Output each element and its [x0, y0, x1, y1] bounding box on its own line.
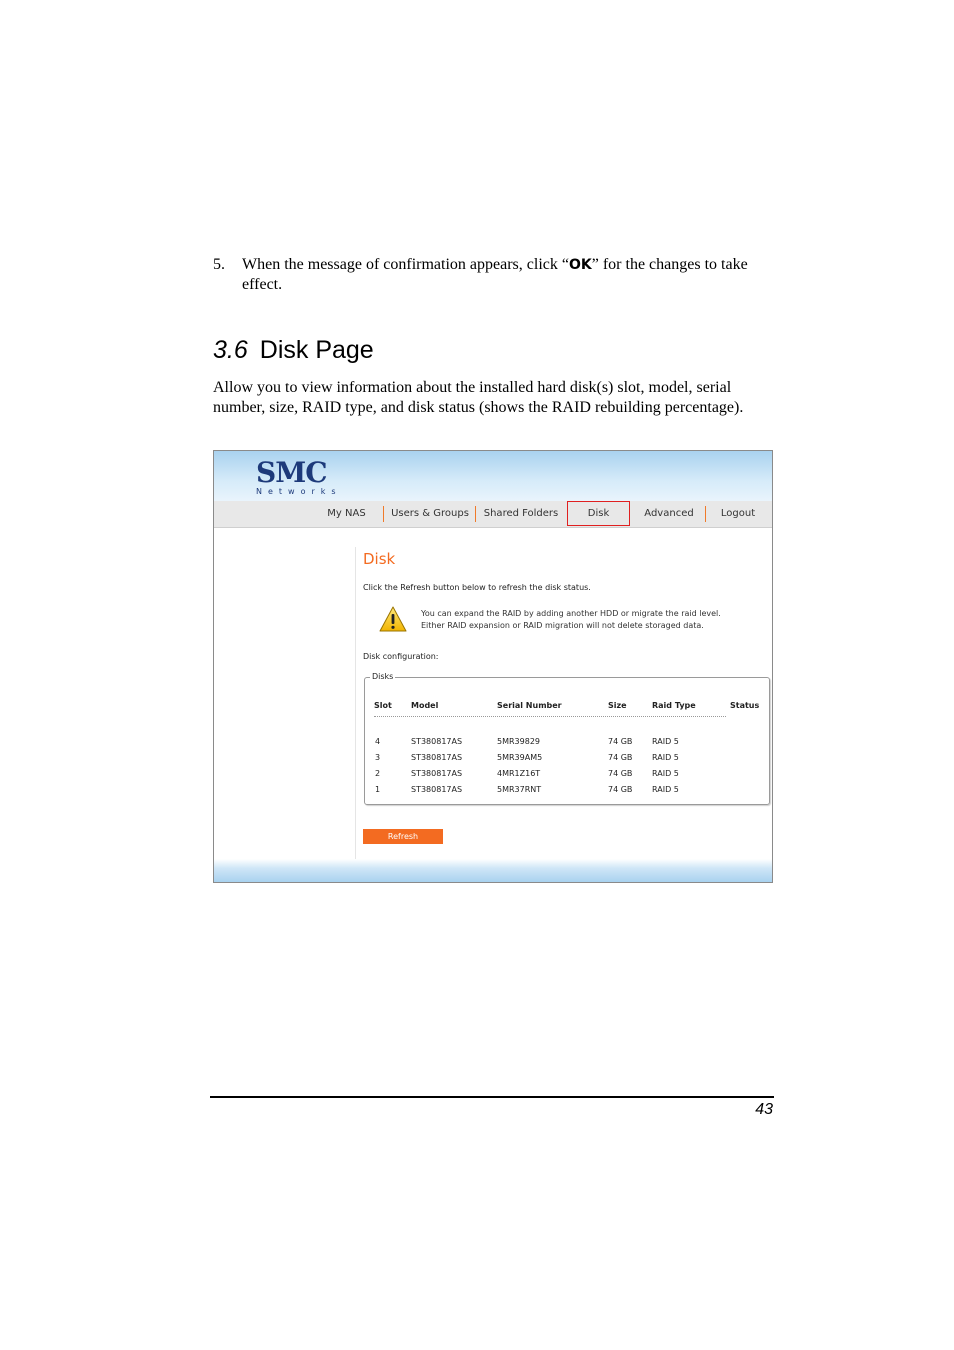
disks-legend: Disks — [372, 672, 394, 681]
disk-page-screenshot — [213, 450, 773, 883]
warning-message — [421, 608, 721, 632]
refresh-hint: Click the Refresh button below to refresh the disk status. — [363, 583, 591, 592]
cell-raid-type: RAID 5 — [652, 785, 679, 794]
cell-slot: 1 — [375, 785, 381, 794]
cell-model: ST380817AS — [411, 737, 463, 746]
cell-serial: 5MR39AM5 — [497, 753, 543, 762]
intro-paragraph: Allow you to view information about the installed hard disk(s) slot, model, serial number, size, RAID type, and disk status (shows the RAID rebuilding percentage). — [213, 379, 744, 416]
logo-brand: SMC — [256, 456, 327, 489]
logo-subtitle: Networks — [256, 487, 342, 496]
cell-model: ST380817AS — [411, 753, 463, 762]
cell-size: 74 GB — [608, 785, 633, 794]
cell-raid-type: RAID 5 — [652, 737, 679, 746]
header-rule — [374, 716, 726, 717]
nav-separator — [705, 506, 706, 522]
top-nav — [214, 501, 772, 528]
nav-logout[interactable]: Logout — [720, 508, 756, 519]
screenshot-header — [214, 451, 772, 501]
page-number: 43 — [755, 1101, 773, 1118]
column-header-raid-type: Raid Type — [652, 701, 696, 710]
content-divider — [355, 547, 356, 859]
cell-model: ST380817AS — [411, 769, 463, 778]
section-heading — [213, 334, 374, 366]
cell-slot: 4 — [375, 737, 381, 746]
cell-serial: 4MR1Z16T — [497, 769, 541, 778]
disk-configuration-label: Disk configuration: — [363, 652, 439, 661]
nav-shared-folders[interactable]: Shared Folders — [483, 508, 559, 519]
column-header-size: Size — [608, 701, 627, 710]
step-text — [242, 255, 772, 295]
ok-label: OK — [568, 257, 592, 273]
step-text-after: ” for the changes to take effect. — [242, 256, 748, 293]
step-text-before: When the message of confirmation appears, click “ — [242, 256, 569, 273]
cell-size: 74 GB — [608, 769, 633, 778]
screenshot-footer — [214, 859, 772, 882]
cell-serial: 5MR37RNT — [497, 785, 542, 794]
refresh-button[interactable]: Refresh — [363, 829, 443, 844]
warning-line: Either RAID expansion or RAID migration will not delete storaged data. — [421, 621, 704, 630]
column-header-status: Status — [730, 701, 760, 710]
nav-separator — [475, 506, 476, 522]
cell-model: ST380817AS — [411, 785, 463, 794]
warning-line: You can expand the RAID by adding another HDD or migrate the raid level. — [421, 609, 721, 618]
nav-users-groups[interactable]: Users & Groups — [391, 508, 469, 519]
nav-disk[interactable]: Disk — [587, 508, 610, 519]
smc-logo — [256, 456, 342, 499]
cell-raid-type: RAID 5 — [652, 753, 679, 762]
cell-size: 74 GB — [608, 737, 633, 746]
step-number: 5. — [213, 256, 225, 273]
warning-triangle-icon — [379, 606, 407, 632]
disk-title: Disk — [363, 550, 396, 568]
cell-raid-type: RAID 5 — [652, 769, 679, 778]
column-header-serial: Serial Number — [497, 701, 562, 710]
cell-serial: 5MR39829 — [497, 737, 540, 746]
nav-advanced[interactable]: Advanced — [644, 508, 694, 519]
column-header-model: Model — [411, 701, 439, 710]
column-header-slot: Slot — [374, 701, 392, 710]
section-number: 3.6 — [213, 336, 248, 364]
nav-my-nas[interactable]: My NAS — [327, 508, 366, 519]
section-title: Disk Page — [259, 336, 374, 364]
footer-rule — [210, 1096, 774, 1098]
nav-separator — [383, 506, 384, 522]
cell-slot: 3 — [375, 753, 381, 762]
cell-size: 74 GB — [608, 753, 633, 762]
cell-slot: 2 — [375, 769, 381, 778]
